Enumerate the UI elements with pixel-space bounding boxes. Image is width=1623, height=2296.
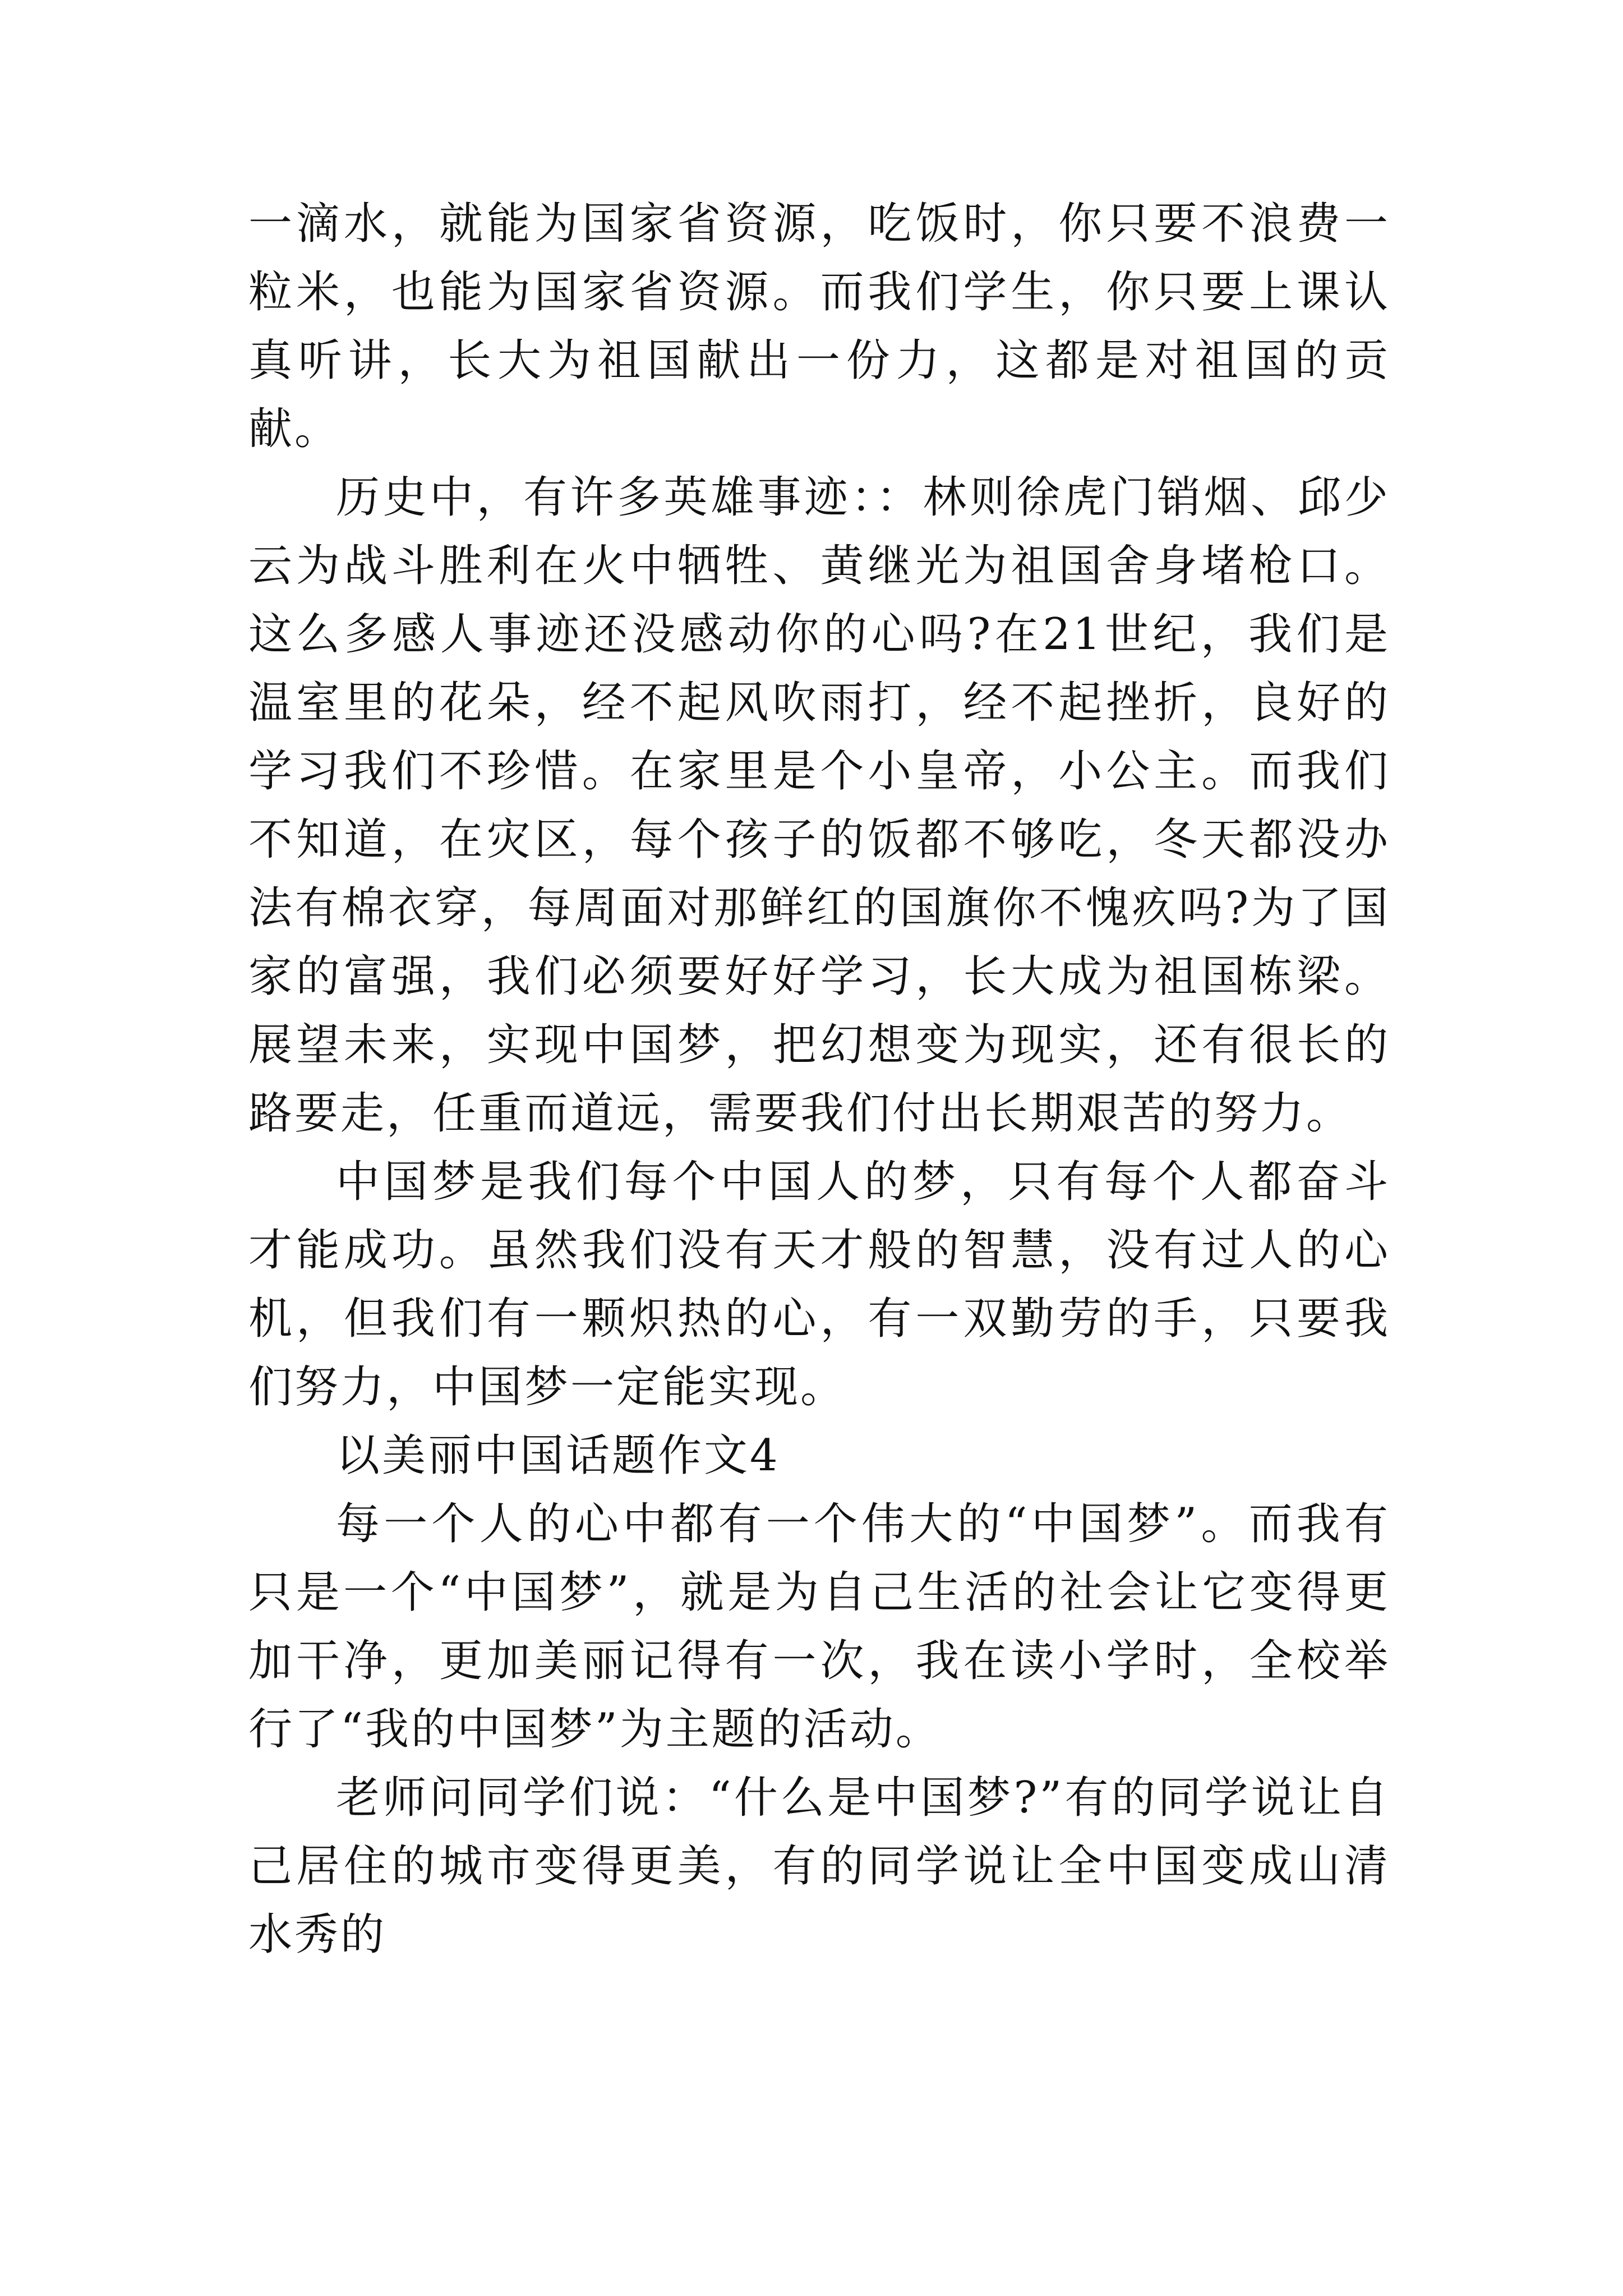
paragraph-5: 老师问同学们说：“什么是中国梦?”有的同学说让自己居住的城市变得更美，有的同学说让全中国变成山清水秀的 xyxy=(248,1773,1390,1960)
paragraph-2: 历史中，有许多英雄事迹：：林则徐虎门销烟、邱少云为战斗胜利在火中牺牲、黄继光为祖国舍身堵枪口。这么多感人事迹还没感动你的心吗?在21世纪，我们是温室里的花朵，经不起风吹雨打，经不起挫折，良好的学习我们不珍惜。在家里是个小皇帝，小公主。而我们不知道，在灾区，每个孩子的饭都不够吃，冬天都没办法有棉衣穿，每周面对那鲜红的国旗你不愧疚吗?为了国家的富强，我们必须要好好学习，长大成为祖国栋梁。展望未来，实现中国梦，把幻想变为现实，还有很长的路要走，任重而道远，需要我们付出长期艰苦的努力。 xyxy=(248,472,1390,1139)
paragraph-4: 每一个人的心中都有一个伟大的“中国梦”。而我有只是一个“中国梦”，就是为自己生活的社会让它变得更加干净，更加美丽记得有一次，我在读小学时，全校举行了“我的中国梦”为主题的活动。 xyxy=(248,1499,1390,1755)
section-heading: 以美丽中国话题作文4 xyxy=(336,1430,780,1481)
document-body xyxy=(248,190,1390,1969)
paragraph-3: 中国梦是我们每个中国人的梦，只有每个人都奋斗才能成功。虽然我们没有天才般的智慧，没有过人的心机，但我们有一颗炽热的心，有一双勤劳的手，只要我们努力，中国梦一定能实现。 xyxy=(248,1157,1390,1412)
paragraph-1: 一滴水，就能为国家省资源，吃饭时，你只要不浪费一粒米，也能为国家省资源。而我们学生，你只要上课认真听讲，长大为祖国献出一份力，这都是对祖国的贡献。 xyxy=(248,199,1390,454)
